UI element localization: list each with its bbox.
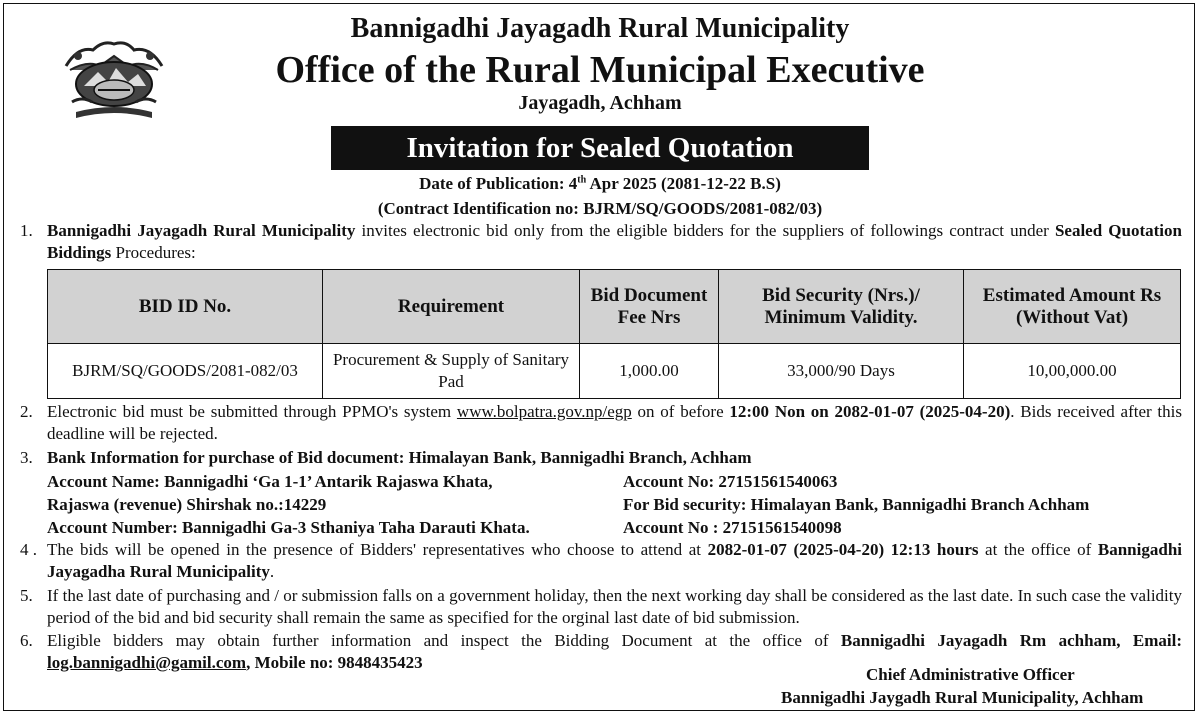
list-item-6: 6. Eligible bidders may obtain further information and inspect the Bidding Document at the office of Bannigadhi Jayagadh Rm achham, Email: log.bannigadhi@gamil.com, Mobile no: 9848435423 [20, 631, 1182, 672]
list-item-2: 2. Electronic bid must be submitted through PPMO's system www.bolpatra.gov.np/egp on of before 12:00 Non on 2082-01-07 (2025-04-20). Bids received after this deadline will be rejected. [20, 402, 1182, 443]
notice-banner: Invitation for Sealed Quotation [331, 126, 869, 170]
municipality-name: Bannigadhi Jayagadh Rural Municipality [350, 13, 850, 44]
account-number: Account Number: Bannigadhi Ga-3 Sthaniya Taha Darauti Khata. [47, 518, 530, 537]
account-no-1: Account No: 27151561540063 [623, 472, 838, 491]
cell-fee: 1,000.00 [580, 344, 719, 399]
list-item-4: 4 . The bids will be opened in the presence of Bidders' representatives who choose to attend at 2082-01-07 (2025-04-20) 12:13 hours at the office of Bannigadhi Jayagadha Rural Municipality. [20, 540, 1182, 581]
contract-id: (Contract Identification no: BJRM/SQ/GOODS/2081-082/03) [377, 199, 823, 218]
account-no-2: Account No : 27151561540098 [623, 518, 842, 537]
col-bid-id: BID ID No. [48, 270, 323, 344]
col-fee: Bid Document Fee Nrs [580, 270, 719, 344]
col-estimate: Estimated Amount Rs (Without Vat) [964, 270, 1181, 344]
email-link[interactable]: log.bannigadhi@gamil.com [47, 653, 247, 672]
office-title: Office of the Rural Municipal Executive [275, 49, 925, 91]
cell-security: 33,000/90 Days [719, 344, 964, 399]
account-name-line-1: Account Name: Bannigadhi ‘Ga 1-1’ Antarik Rajaswa Khata, [47, 472, 493, 491]
table-row [48, 344, 1181, 399]
col-security: Bid Security (Nrs.)/ Minimum Validity. [719, 270, 964, 344]
cell-requirement: Procurement & Supply of Sanitary Pad [323, 344, 580, 399]
signatory-org: Bannigadhi Jaygadh Rural Municipality, Achham [781, 688, 1144, 707]
list-item-3: 3. Bank Information for purchase of Bid document: Himalayan Bank, Bannigadhi Branch, Achham [20, 448, 752, 467]
office-location: Jayagadh, Achham [518, 92, 682, 114]
cell-estimate: 10,00,000.00 [964, 344, 1181, 399]
cell-bid-id: BJRM/SQ/GOODS/2081-082/03 [48, 344, 323, 399]
table-header-row [48, 270, 1181, 344]
bid-table [47, 269, 1181, 399]
col-requirement: Requirement [323, 270, 580, 344]
signatory-title: Chief Administrative Officer [866, 665, 1075, 684]
publication-date: Date of Publication: 4th Apr 2025 (2081-12-22 B.S) [419, 174, 781, 193]
account-name-line-2: Rajaswa (revenue) Shirshak no.:14229 [47, 495, 327, 514]
list-item-5: 5. If the last date of purchasing and / or submission falls on a government holiday, then the next working day shall be considered as the last date. In such case the validity period of the bid and bid security shall remain the same as specified for the orginal last date of bid submission. [20, 586, 1182, 627]
list-item-1: 1. Bannigadhi Jayagadh Rural Municipality invites electronic bid only from the eligible bidders for the suppliers of followings contract under Sealed Quotation Biddings Procedures: [20, 221, 1182, 262]
bolpatra-link[interactable]: www.bolpatra.gov.np/egp [456, 402, 632, 421]
bid-security-bank: For Bid security: Himalayan Bank, Bannigadhi Branch Achham [623, 495, 1090, 514]
